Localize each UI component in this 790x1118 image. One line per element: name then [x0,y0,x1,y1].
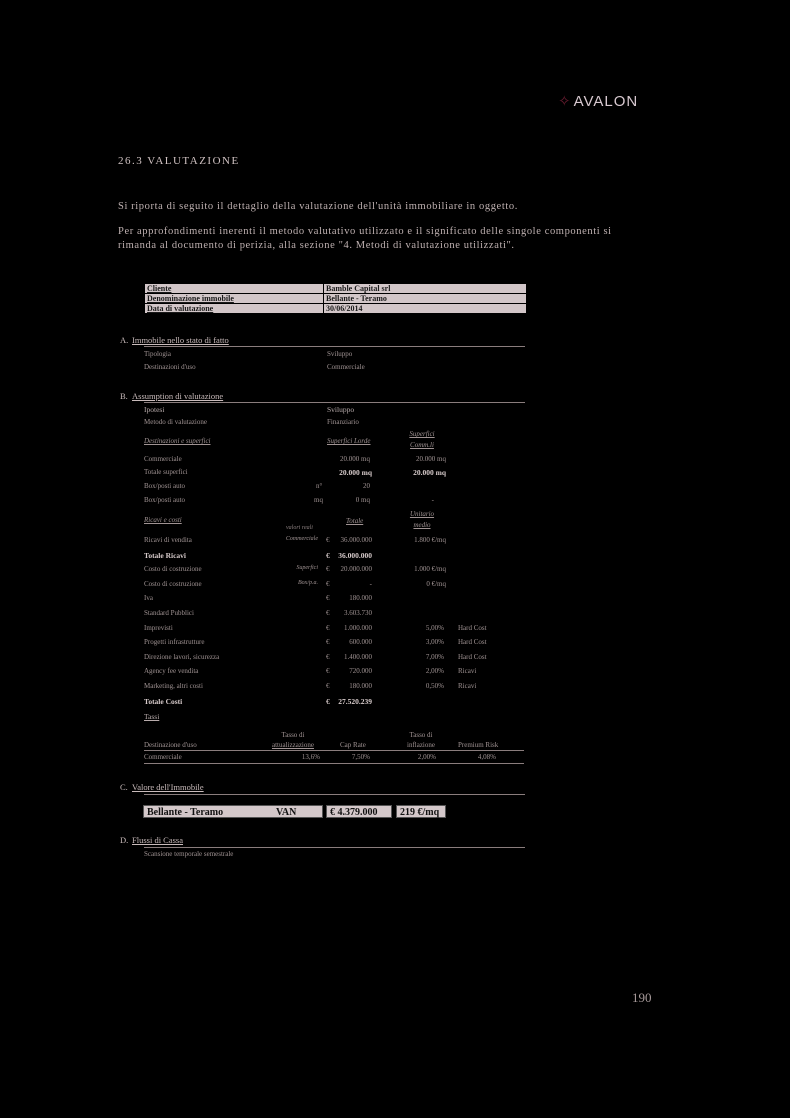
avalon-logo [558,92,638,110]
ricavi-row-label: Progetti infrastrutture [144,638,205,646]
tassi-header-risk: Premium Risk [458,741,499,749]
destinazioni-value: Commerciale [327,363,365,371]
value-box [143,805,323,818]
section-title-text: Flussi di Cassa [132,835,184,845]
section-c-title [120,782,204,792]
ricavi-row-basis: Hard Cost [458,653,487,661]
ricavi-row-currency: € [326,624,330,632]
ricavi-row-currency: € [326,594,330,602]
ricavi-row-label: Imprevisti [144,624,173,632]
ricavi-header-unitario: Unitario [409,510,435,518]
info-table [144,283,527,314]
ricavi-header-sub: valori reali [286,525,313,531]
dest-row-unit: n° [316,482,323,490]
info-label: Data di valutazione [145,304,324,314]
destinazioni-label: Destinazioni d'uso [144,363,196,371]
ricavi-row-total: 180.000 [349,682,372,690]
van-label: VAN [276,807,297,818]
ricavi-row-currency: € [326,551,330,560]
ricavi-header-label: Ricavi e costi [144,516,182,524]
dest-header-label: Destinazioni e superfici [144,437,211,445]
ricavi-row-total: 36.000.000 [338,551,372,560]
section-d-subtitle: Scansione temporale semestrale [144,850,234,858]
ricavi-row-currency: € [326,653,330,661]
tassi-header-att2: attualizzazione [272,741,314,749]
ricavi-row-total: 1.400.000 [344,653,372,661]
section-b-title [120,391,224,401]
ipotesi-value: Sviluppo [327,405,355,414]
dest-row-comm: 20.000 mq [416,455,446,463]
dest-row-label: Totale superfici [144,468,188,476]
info-row-cliente [145,284,527,294]
section-d-rule [144,847,525,848]
ricavi-row-currency: € [326,609,330,617]
ricavi-row-unit: 1.000 €/mq [414,565,446,573]
ricavi-row-currency: € [326,682,330,690]
logo-mark-icon: ✧ [558,93,572,110]
info-value: Bamble Capital srl [324,284,527,294]
ricavi-row-label: Standard Pubblici [144,609,194,617]
ricavi-row-pct: 5,00% [425,624,444,632]
ricavi-header-medio: medio [413,521,431,529]
ricavi-row-label: Iva [144,594,153,602]
info-row-data [145,304,527,314]
info-row-denominazione [145,294,527,304]
tipologia-value: Sviluppo [327,350,353,358]
ricavi-row-unit: 0 €/mq [426,580,446,588]
metodo-value: Finanziario [327,418,359,426]
section-d-title [120,835,184,845]
ricavi-row-pct: 3,00% [425,638,444,646]
dest-header-lorde: Superfici Lorde [327,437,371,445]
ricavi-row-unit: 1.800 €/mq [414,536,446,544]
dest-row-lorde: 20 [363,482,370,490]
ricavi-row-sub: Superfici [296,565,318,571]
logo-text: AVALON [573,93,639,110]
ricavi-row-label: Direzione lavori, sicurezza [144,653,220,661]
dest-row-unit: mq [314,496,323,504]
page-number: 190 [632,990,652,1005]
section-a-title [120,335,229,345]
tipologia-label: Tipologia [144,350,171,358]
metodo-label: Metodo di valutazione [144,418,207,426]
ricavi-row-label: Costo di costruzione [144,565,202,573]
ricavi-row-label: Ricavi di vendita [144,536,192,544]
dest-row-lorde: 20.000 mq [339,468,372,477]
tassi-row-risk: 4,08% [477,753,496,761]
ricavi-row-currency: € [326,580,330,588]
van-value-box: € 4.379.000 [326,805,392,818]
per-mq-box: 219 €/mq [396,805,446,818]
section-letter: D. [120,835,129,845]
ricavi-row-label: Totale Costi [144,697,183,706]
ricavi-row-total: 3.603.730 [344,609,372,617]
ricavi-row-currency: € [326,667,330,675]
info-label: Denominazione immobile [145,294,324,304]
info-value: 30/06/2014 [324,304,527,314]
intro-line-3: rimanda al documento di perizia, alla sezione "4. Metodi di valutazione utilizzati". [118,240,515,251]
info-label: Cliente [145,284,324,294]
intro-line-2: Per approfondimenti inerenti il metodo valutativo utilizzato e il significato delle singole componenti si [118,226,612,237]
ricavi-row-pct: 2,00% [425,667,444,675]
ricavi-row-total: - [369,580,372,588]
tassi-bottom-rule [144,763,524,764]
tassi-row-att: 13,6% [301,753,320,761]
section-title-text: Assumption di valutazione [132,391,224,401]
tassi-row-inf: 2,00% [417,753,436,761]
ricavi-header-totale: Totale [346,517,364,525]
ricavi-row-label: Costo di costruzione [144,580,202,588]
tassi-title: Tassi [144,712,160,721]
ricavi-row-currency: € [326,565,330,573]
ricavi-row-currency: € [326,697,330,706]
ricavi-row-label: Agency fee vendita [144,667,199,675]
dest-row-label: Commerciale [144,455,182,463]
ricavi-row-total: 600.000 [349,638,372,646]
ricavi-row-total: 180.000 [349,594,372,602]
ricavi-row-pct: 7,00% [425,653,444,661]
ricavi-row-basis: Hard Cost [458,624,487,632]
ricavi-row-total: 720.000 [349,667,372,675]
tassi-row-cap: 7,50% [351,753,370,761]
ipotesi-label: Ipotesi [144,405,165,414]
section-letter: B. [120,391,128,401]
ricavi-row-total: 20.000.000 [340,565,372,573]
section-a-rule [144,346,525,347]
dest-row-lorde: 20.000 mq [340,455,370,463]
section-title-text: Valore dell'Immobile [132,782,204,792]
ricavi-row-basis: Ricavi [458,667,477,675]
dest-row-label: Box/posti auto [144,496,186,504]
ricavi-row-total: 36.000.000 [340,536,372,544]
dest-header-comm: Comm.li [410,441,434,449]
dest-row-lorde: 0 mq [355,496,370,504]
ricavi-row-label: Marketing, altri costi [144,682,203,690]
ricavi-row-currency: € [326,638,330,646]
section-heading: 26.3 VALUTAZIONE [118,155,240,167]
section-c-rule [144,794,525,795]
tassi-header-cap: Cap Rate [340,741,366,749]
section-letter: C. [120,782,128,792]
tassi-header-att1: Tasso di [281,731,305,739]
dest-header-superfici: Superfici [409,430,435,438]
tassi-rule [144,750,524,751]
ricavi-row-total: 27.520.239 [338,697,372,706]
ricavi-row-currency: € [326,536,330,544]
dest-row-comm: 20.000 mq [413,468,446,477]
ricavi-row-sub: Commerciale [285,536,318,542]
intro-line-1: Si riporta di seguito il dettaglio della valutazione dell'unità immobiliare in oggetto. [118,201,518,212]
tassi-header-inf2: inflazione [407,741,435,749]
ricavi-row-basis: Ricavi [458,682,477,690]
section-title-text: Immobile nello stato di fatto [132,335,229,345]
ricavi-row-basis: Hard Cost [458,638,487,646]
dest-row-comm: - [431,496,434,504]
section-b-rule [144,402,525,403]
property-name: Bellante - Teramo [147,807,224,818]
tassi-header-dest: Destinazione d'uso [144,741,197,749]
ricavi-row-pct: 0,50% [425,682,444,690]
tassi-row-dest: Commerciale [144,753,182,761]
tassi-header-inf1: Tasso di [409,731,433,739]
ricavi-row-sub: Box/p.a. [298,580,318,586]
dest-row-label: Box/posti auto [144,482,186,490]
info-value: Bellante - Teramo [324,294,527,304]
section-letter: A. [120,335,129,345]
ricavi-row-total: 1.000.000 [344,624,372,632]
ricavi-row-label: Totale Ricavi [144,551,187,560]
